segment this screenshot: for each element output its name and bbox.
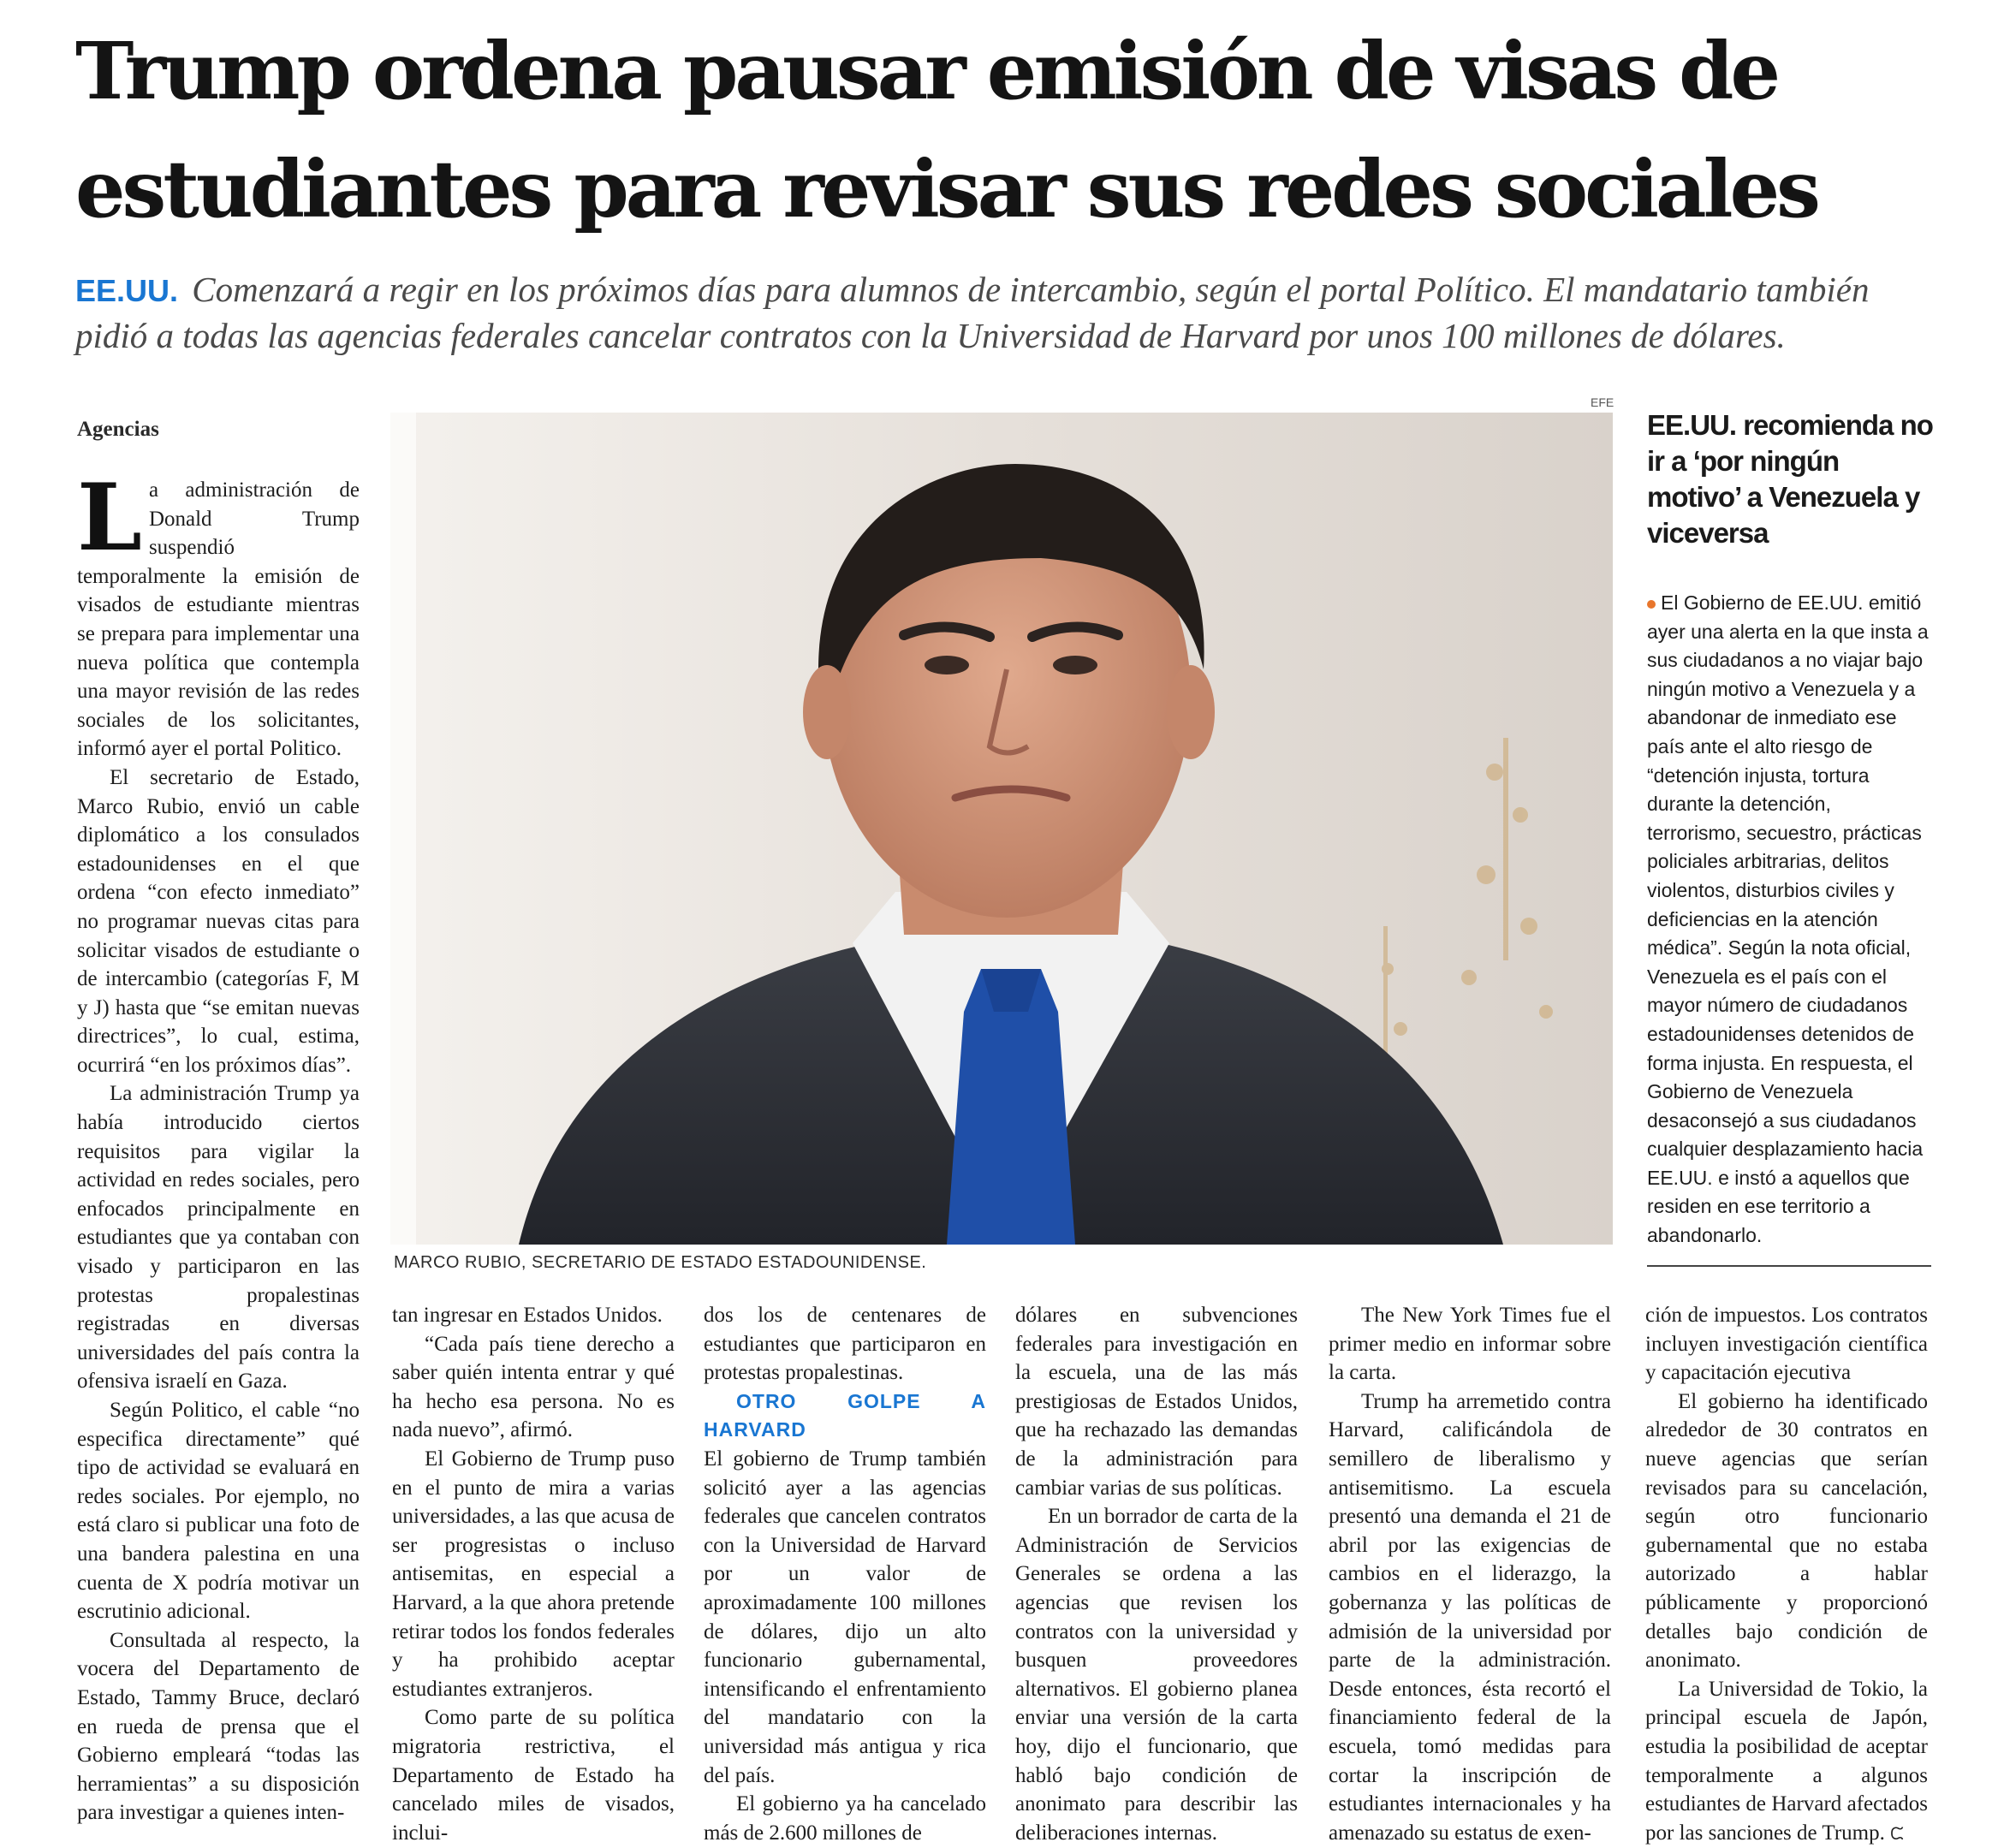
paragraph: tan ingresar en Estados Unidos. [392,1304,663,1327]
paragraph: Según Politico, el cable “no especifica directamente” qué tipo de actividad se evaluará en redes sociales. Por ejemplo, no está claro si publicar una foto de una bandera palestina en una cuenta de X podría motivar un escrutinio adicional. [77,1399,360,1624]
section-subhead: OTRO GOLPE A HARVARD [704,1389,986,1441]
paragraph: ción de impuestos. Los contratos incluyen investigación científica y capacitación ejecutiva [1645,1304,1928,1385]
paragraph: Trump ha arremetido contra Harvard, calificándola de semillero de liberalismo y antisemitismo. La escuela presentó una demanda el 21 de abril por las exigencias de cambios en el liderazgo, la gobernanza y las políticas de admisión de la universidad por parte de la administración. Desde entonces, ésta recortó el financiamiento federal de la escuela, tomó medidas para cortar la inscripción de estudiantes internacionales y ha amenazado su estatus de exen- [1329,1389,1611,1845]
paragraph: The New York Times fue el primer medio en informar sobre la carta. [1329,1304,1611,1385]
bullet-icon [1647,600,1656,609]
article-column-2 [392,1301,675,1847]
drop-cap: L [77,464,142,572]
paragraph: dos los de centenares de estudiantes que participaron en protestas propalestinas. [704,1304,986,1385]
photo [390,413,1613,1245]
article-column-5 [1329,1301,1611,1847]
sidebar-divider [1647,1265,1931,1267]
paragraph: “Cada país tiene derecho a saber quién intenta entrar y qué ha hecho esa persona. No es nada nuevo”, afirmó. [392,1332,675,1442]
sidebar-body: El Gobierno de EE.UU. emitió ayer una alerta en la que insta a sus ciudadanos a no viajar bajo ningún motivo a Venezuela y a abandonar de inmediato ese país ante el alto riesgo de “detención injusta, tortura durante la detención, terrorismo, secuestro, prácticas policiales arbitrarias, delitos violentos, disturbios civiles y deficiencias en la atención médica”. Según la nota oficial, Venezuela es el país con el mayor número de ciudadanos estadounidenses detenidos de forma injusta. En respuesta, el Gobierno de Venezuela desaconsejó a sus ciudadanos cualquier desplazamiento hacia EE.UU. e instó a aquellos que residen en ese territorio a abandonarlo. [1647,591,1929,1247]
paragraph: La Universidad de Tokio, la principal escuela de Japón, estudia la posibilidad de aceptar temporalmente a algunos estudiantes de Harvard afectados por las sanciones de Trump. ᙅ [1645,1677,1928,1845]
photo-caption: MARCO RUBIO, SECRETARIO DE ESTADO ESTADOUNIDENSE. [394,1253,927,1272]
article-column-1 [77,464,360,1827]
end-mark-icon: ᙅ [1890,1822,1905,1844]
lead-paragraph: La administración de Donald Trump suspendió temporalmente la emisión de visados de estudiante mientras se prepara para implementar una nueva política que contempla una mayor revisión de las redes sociales de los solicitantes, informó ayer el portal Politico. [77,464,360,761]
photo-credit: EFE [1591,395,1614,409]
sidebar-title: EE.UU. recomienda no ir a ‘por ningún motivo’ a Venezuela y viceversa [1647,409,1933,549]
article-column-6 [1645,1301,1928,1848]
headline-line-2: estudiantes para revisar sus redes sociales [75,143,1817,235]
paragraph: El gobierno de Trump también solicitó ayer a las agencias federales que cancelen contratos con la Universidad de Harvard por un valor de aproximadamente 100 millones de dólares, dijo un alto funcionario gubernamental, intensificando el enfrentamiento del mandatario con la universidad más antigua y rica del país. [704,1447,986,1787]
paragraph: El secretario de Estado, Marco Rubio, envió un cable diplomático a los consulados estadounidenses en el que ordena “con efecto inmediato” no programar nuevas citas para solicitar visados de estudiante o de intercambio (categorías F, M y J) hasta que “se emitan nuevas directrices”, lo cual, estima, ocurrirá “en los próximos días”. [77,765,360,1077]
byline: Agencias [77,418,159,441]
deck-text: Comenzará a regir en los próximos días para alumnos de intercambio, según el portal Político. El mandatario también pidió a todas las agencias federales cancelar contratos con la Universidad de Harvard por unos 100 millones de dólares. [75,270,1870,355]
paragraph: dólares en subvenciones federales para investigación en la escuela, una de las más prestigiosas de Estados Unidos, que ha rechazado las demandas de la administración para cambiar varias de sus políticas. [1015,1304,1298,1500]
paragraph: Consultada al respecto, la vocera del Departamento de Estado, Tammy Bruce, declaró en rueda de prensa que el Gobierno empleará “todas las herramientas” a su disposición para investigar a quienes inten- [77,1628,360,1825]
paragraph: El gobierno ha identificado alrededor de 30 contratos en nueve agencias que serían revisados para su cancelación, según otro funcionario gubernamental que no estaba autorizado a hablar públicamente y proporcionó detalles bajo condición de anonimato. [1645,1389,1928,1673]
deck [75,267,1933,358]
headline [75,12,1933,248]
paragraph: El Gobierno de Trump puso en el punto de mira a varias universidades, a las que acusa de ser progresistas o incluso antisemitas, en especial a Harvard, a la que ahora pretende retirar todos los fondos federales y ha prohibido aceptar estudiantes extranjeros. [392,1447,675,1701]
headline-line-1: Trump ordena pausar emisión de visas de [75,25,1778,117]
paragraph: Como parte de su política migratoria restrictiva, el Departamento de Estado ha cancelado miles de visados, inclui- [392,1706,675,1845]
article-column-3 [704,1301,986,1847]
portrait-photo-illustration [390,413,1613,1245]
deck-tag: EE.UU. [75,273,179,308]
paragraph: La administración Trump ya había introducido ciertos requisitos para vigilar la actividad en redes sociales, pero enfocados principalmente en estudiantes que ya contaban con visado y participaron en las protestas propalestinas registradas en diversas universidades del país contra la ofensiva israelí en Gaza. [77,1082,360,1393]
paragraph: En un borrador de carta de la Administración de Servicios Generales se ordena a las agencias que revisen los contratos con la universidad y busquen proveedores alternativos. El gobierno planea enviar una versión de la carta hoy, dijo el funcionario, que habló bajo condición de anonimato para describir las deliberaciones internas. [1015,1505,1298,1845]
article-column-4 [1015,1301,1298,1847]
paragraph: El gobierno ya ha cancelado más de 2.600 millones de [704,1792,986,1845]
